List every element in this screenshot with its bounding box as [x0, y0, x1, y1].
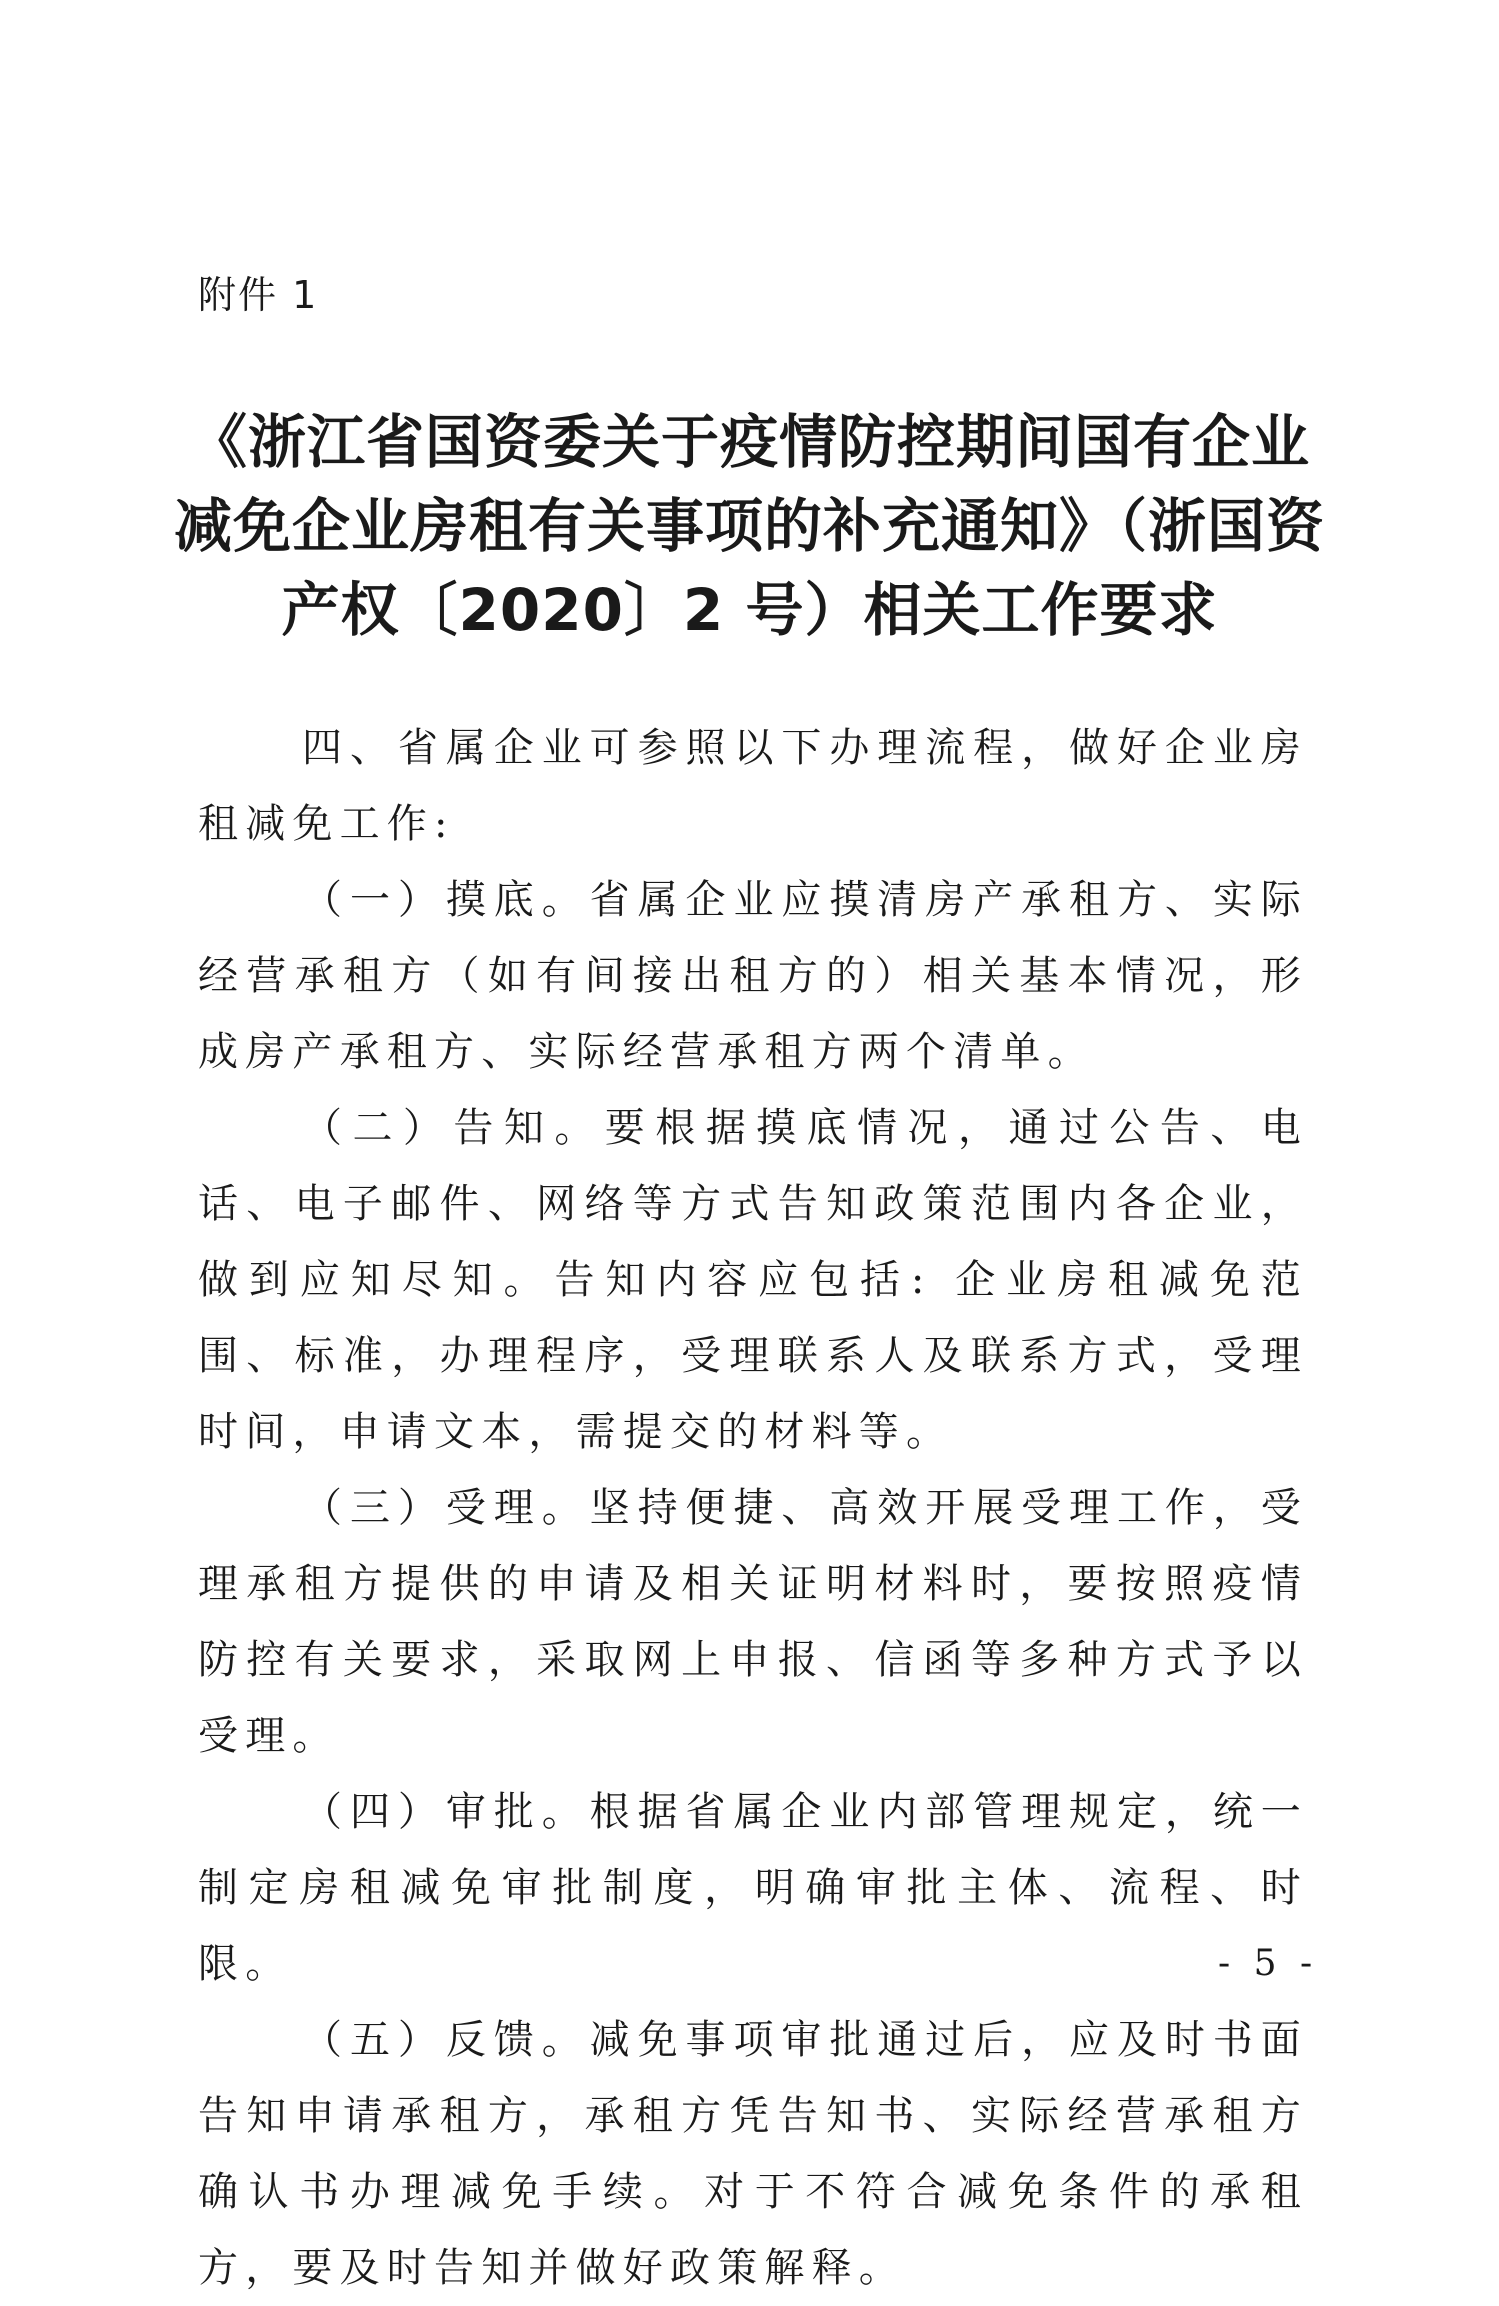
document-title: [150, 400, 1349, 652]
section-intro-paragraph: 四、省属企业可参照以下办理流程，做好企业房租减免工作:: [198, 725, 1308, 847]
title-line: 《浙江省国资委关于疫情防控期间国有企业: [188, 408, 1310, 476]
document-body: [198, 710, 1308, 2306]
step-notify-paragraph: （二）告知。要根据摸底情况，通过公告、电话、电子邮件、网络等方式告知政策范围内各企业，做到应知尽知。告知内容应包括: 企业房租减免范围、标准，办理程序，受理联系人及联系方式，受理时间，申请文本，需提交的材料等。: [198, 1105, 1308, 1455]
step-accept-paragraph: （三）受理。坚持便捷、高效开展受理工作，受理承租方提供的申请及相关证明材料时，要按照疫情防控有关要求，采取网上申报、信函等多种方式予以受理。: [198, 1485, 1308, 1759]
title-line: 产权〔2020〕2 号）相关工作要求: [281, 576, 1218, 644]
step-survey-paragraph: （一）摸底。省属企业应摸清房产承租方、实际经营承租方（如有间接出租方的）相关基本情况，形成房产承租方、实际经营承租方两个清单。: [198, 877, 1308, 1075]
attachment-label: 附件 1: [198, 273, 319, 317]
step-approve-paragraph: （四）审批。根据省属企业内部管理规定，统一制定房租减免审批制度，明确审批主体、流程、时限。: [198, 1789, 1308, 1987]
title-line: 减免企业房租有关事项的补充通知》（浙国资: [173, 492, 1325, 560]
page-number: - 5 -: [1218, 1943, 1319, 1984]
step-feedback-paragraph: （五）反馈。减免事项审批通过后，应及时书面告知申请承租方，承租方凭告知书、实际经营承租方确认书办理减免手续。对于不符合减免条件的承租方，要及时告知并做好政策解释。: [198, 2017, 1308, 2291]
